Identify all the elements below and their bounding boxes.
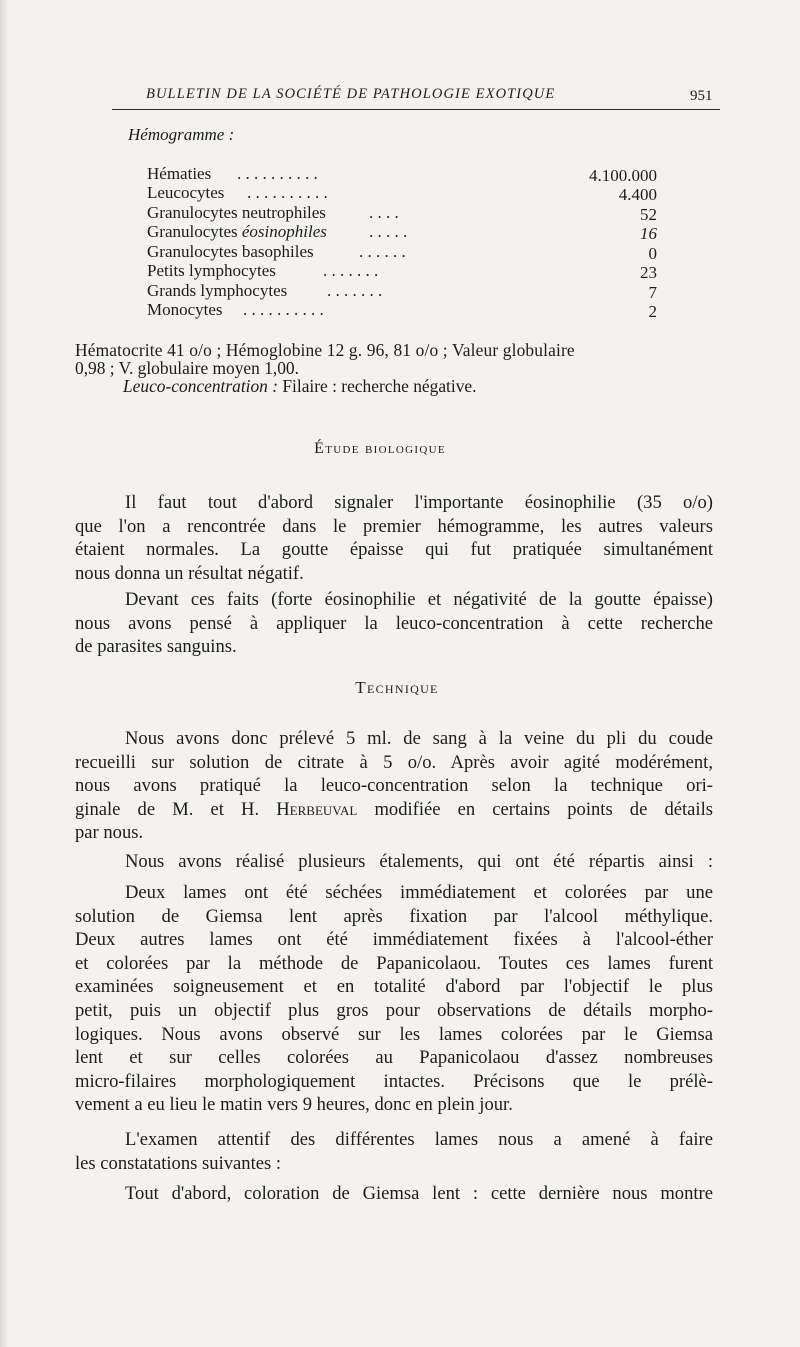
section-heading-etude: Étude biologique [314, 440, 446, 457]
row-value: 23 [640, 263, 657, 282]
text-line: examinées soigneusement et en totalité d'abord par l'objectif le plus [75, 976, 713, 998]
row-value: 2 [648, 302, 657, 321]
text-fragment: ginale de M. et H. [75, 798, 277, 820]
text-line: petit, puis un objectif plus gros pour observations de détails morpho- [75, 999, 713, 1021]
text-line: et colorées par la méthode de Papanicolaou. Toutes ces lames furent [75, 952, 713, 974]
table-row [147, 203, 657, 223]
text-line: par nous. [75, 822, 144, 844]
row-leader-dots: . . . . . . . [323, 261, 379, 280]
text-fragment: modifiée en certains points de détails [357, 798, 714, 820]
row-label: Monocytes [147, 300, 223, 319]
text-line: Nous avons donc prélevé 5 ml. de sang à la veine du pli du coude [125, 728, 713, 749]
row-value: 16 [640, 224, 657, 243]
row-value: 52 [640, 205, 657, 224]
table-row [147, 164, 657, 184]
row-leader-dots: . . . . . . . [327, 281, 383, 300]
text-line: vement a eu lieu le matin vers 9 heures, donc en plein jour. [75, 1094, 513, 1116]
hemogramme-title: Hémogramme : [128, 125, 235, 144]
row-value: 4.400 [618, 185, 657, 204]
row-leader-dots: . . . . . . . . . . [247, 183, 328, 202]
text-line: Tout d'abord, coloration de Giemsa lent : cette dernière nous montre [125, 1183, 713, 1204]
table-row [147, 261, 657, 281]
page-edge-shadow [0, 0, 8, 1347]
text-line: étaient normales. La goutte épaisse qui fut pratiquée simultanément [75, 539, 713, 561]
table-row [147, 183, 657, 203]
row-value: 0 [648, 244, 657, 263]
paragraph-giemsa [75, 1182, 713, 1206]
table-row [147, 222, 657, 242]
row-label: Grands lymphocytes [147, 281, 288, 300]
row-leader-dots: . . . . . [369, 222, 408, 241]
text-line: logiques. Nous avons observé sur les lames colorées par le Giemsa [75, 1023, 713, 1045]
running-header: BULLETIN DE LA SOCIÉTÉ DE PATHOLOGIE EXOTIQUE [146, 86, 556, 102]
table-row [147, 281, 657, 301]
row-leader-dots: . . . . [369, 203, 399, 222]
paragraph-devant [75, 588, 713, 659]
row-value: 4.100.000 [589, 166, 657, 185]
text-line: recueilli sur solution de citrate à 5 o/o. Après avoir agité modérément, [75, 751, 713, 773]
text-line: micro-filaires morphologiquement intactes. Précisons que le prélè- [75, 1070, 713, 1092]
row-leader-dots: . . . . . . . . . . [243, 300, 324, 319]
row-label: Leucocytes [147, 183, 225, 202]
table-row [147, 300, 657, 320]
leuco-result: Filaire : recherche négative. [278, 376, 477, 396]
text-line: Il faut tout d'abord signaler l'importante éosinophilie (35 o/o) [125, 492, 713, 513]
row-label-plain: Granulocytes [147, 222, 242, 241]
row-label: Granulocytes basophiles [147, 242, 314, 261]
text-line: Devant ces faits (forte éosinophilie et négativité de la goutte épaisse) [125, 589, 713, 610]
leuco-label: Leuco-concentration : [123, 376, 279, 396]
text-line: nous donna un résultat négatif. [75, 562, 304, 584]
paragraph-eosinophilie [75, 491, 713, 585]
text-line: L'examen attentif des différentes lames nous a amené à faire [125, 1129, 713, 1150]
row-value: 7 [648, 283, 657, 302]
text-line: Deux lames ont été séchées immédiatement et colorées par une [125, 882, 713, 903]
row-label: Hématies [147, 164, 212, 183]
text-line: les constatations suivantes : [75, 1152, 282, 1174]
text-line: de parasites sanguins. [75, 636, 237, 658]
text-line [75, 798, 713, 822]
paragraph-lames [75, 881, 713, 1117]
text-line: solution de Giemsa lent après fixation par l'alcool méthylique. [75, 905, 713, 927]
row-label: Granulocytes neutrophiles [147, 203, 326, 222]
row-label [147, 222, 327, 242]
row-leader-dots: . . . . . . [359, 242, 406, 261]
author-name: Herbeuval [276, 798, 358, 820]
text-line: que l'on a rencontrée dans le premier hémogramme, les autres valeurs [75, 515, 713, 537]
header-rule [112, 109, 720, 110]
hematocrite-line: Hématocrite 41 o/o ; Hémoglobine 12 g. 96, 81 o/o ; Valeur globulaire [75, 340, 575, 360]
globulaire-line: 0,98 ; V. globulaire moyen 1,00. [75, 358, 299, 378]
paragraph-examen [75, 1128, 713, 1175]
text-line: Nous avons réalisé plusieurs étalements, qui ont été répartis ainsi : [125, 851, 713, 872]
text-line: lent et sur celles colorées au Papanicolaou d'assez nombreuses [75, 1047, 713, 1069]
page-number: 951 [690, 88, 713, 104]
row-label: Petits lymphocytes [147, 261, 276, 280]
table-row [147, 242, 657, 262]
text-line: Deux autres lames ont été immédiatement fixées à l'alcool-éther [75, 929, 713, 951]
row-leader-dots: . . . . . . . . . . [237, 164, 318, 183]
leuco-concentration-line [123, 376, 476, 396]
paragraph-etalements [75, 850, 713, 874]
paragraph-prelevement [75, 727, 713, 845]
section-heading-technique: Technique [355, 678, 439, 697]
text-line: nous avons pratiqué la leuco-concentration selon la technique ori- [75, 775, 713, 797]
row-label-italic: éosinophiles [241, 222, 327, 241]
text-line: nous avons pensé à appliquer la leuco-concentration à cette recherche [75, 612, 713, 634]
